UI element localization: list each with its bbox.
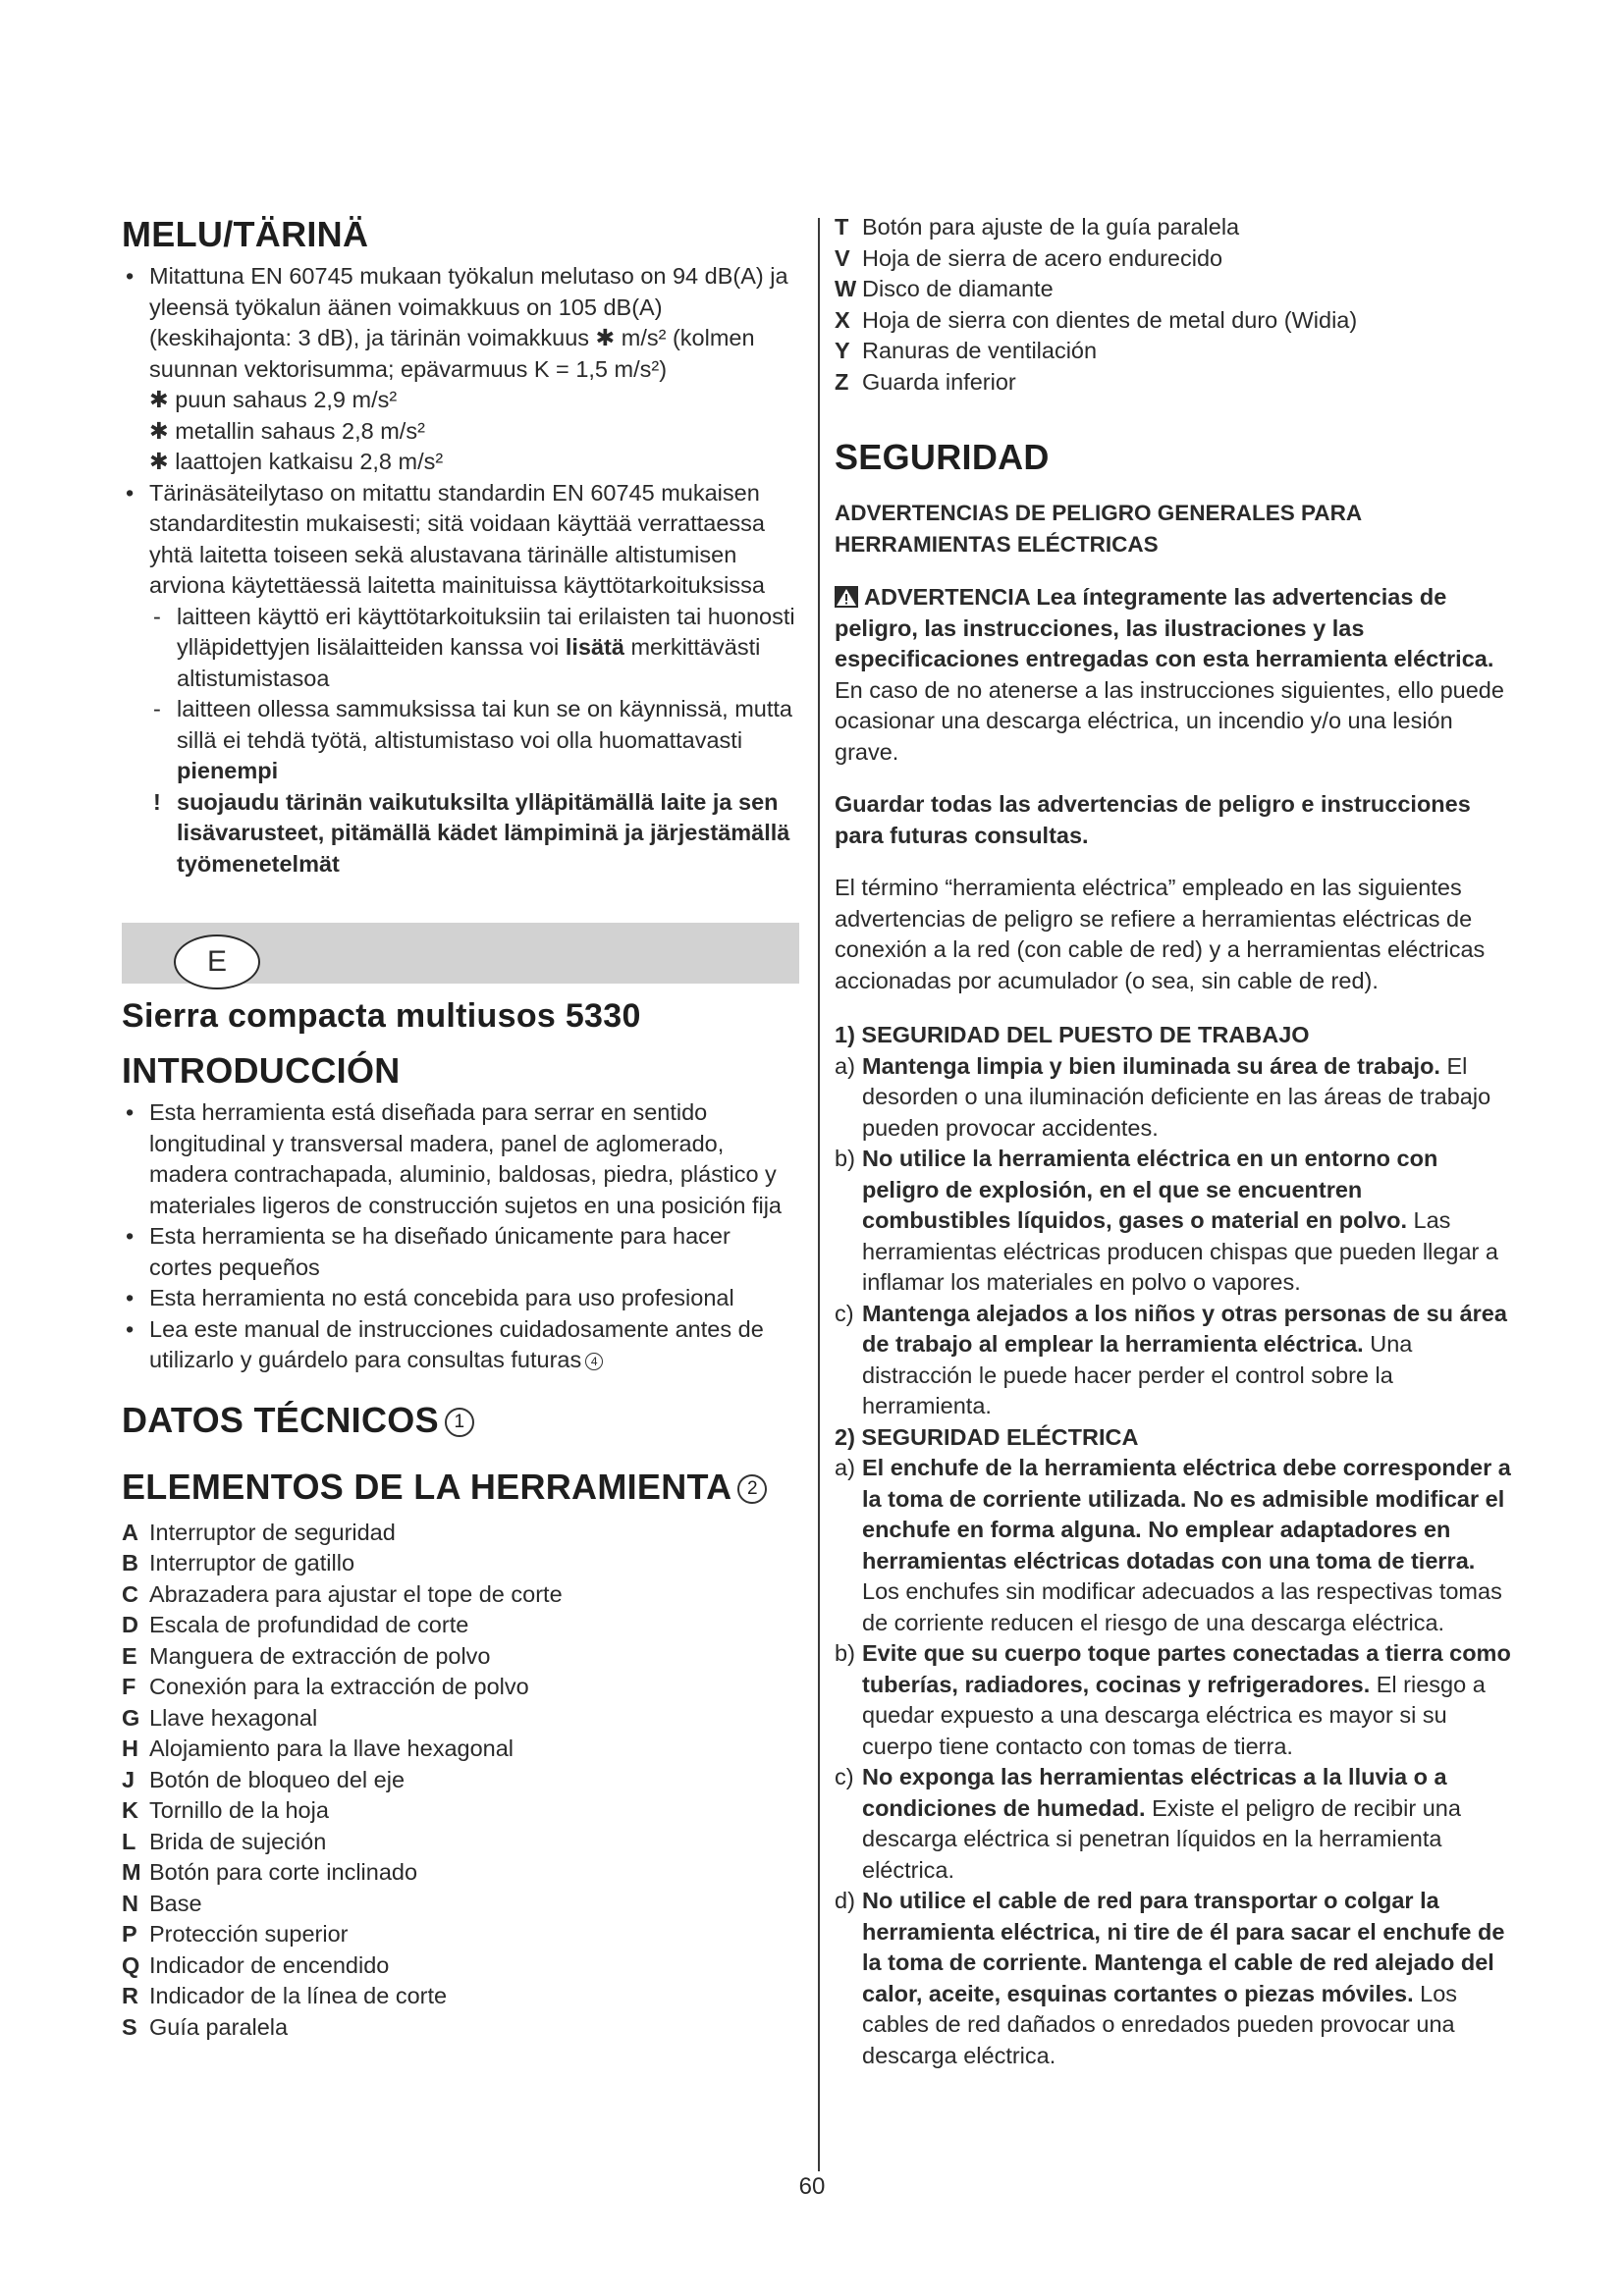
legend-key: T bbox=[835, 214, 849, 240]
legend-item bbox=[122, 1703, 799, 1735]
s1-c-text: Una distracción le puede hacer perder el control sobre la herramienta. bbox=[862, 1331, 1413, 1418]
legend-item bbox=[835, 274, 1512, 305]
legend-item bbox=[835, 367, 1512, 399]
legend-item bbox=[122, 1857, 799, 1889]
legend-key: S bbox=[122, 2013, 137, 2040]
legend-key: Q bbox=[122, 1951, 140, 1978]
legend-key: C bbox=[122, 1580, 138, 1607]
melu-sublist bbox=[149, 602, 799, 787]
s1-list bbox=[835, 1051, 1512, 1422]
item-letter: b) bbox=[835, 1640, 855, 1666]
intro-title: INTRODUCCIÓN bbox=[122, 1050, 401, 1091]
melu-list bbox=[122, 261, 799, 880]
list-item bbox=[149, 694, 799, 787]
guardar-paragraph: Guardar todas las advertencias de peligro e instrucciones para futuras consultas. bbox=[835, 791, 1471, 848]
melu-d1c: merkittävästi altistumistasoa bbox=[177, 634, 761, 691]
legend-key: V bbox=[835, 244, 850, 271]
legend-text: Interruptor de gatillo bbox=[149, 1550, 355, 1575]
legend-key: R bbox=[122, 1983, 138, 2008]
melu-b1: Mitattuna EN 60745 mukaan työkalun melutaso on 94 dB(A) ja yleensä työkalun äänen voimakkuus on 105 dB(A) (keskihajonta: 3 dB), ja tärinän voimakkuus ✱ m/s² (kolmen suunnan vektorisumma; epävarmuus K = 1,5 m/s²) bbox=[149, 263, 788, 382]
legend-item bbox=[122, 1579, 799, 1611]
legend-text: Guía paralela bbox=[149, 2013, 289, 2040]
left-column bbox=[122, 212, 799, 2043]
legend-item bbox=[122, 2012, 799, 2044]
datos-title bbox=[122, 1398, 799, 1443]
melu-l3: ✱ laattojen katkaisu 2,8 m/s² bbox=[149, 449, 444, 474]
item-letter: c) bbox=[835, 1300, 854, 1326]
melu-title: MELU/TÄRINÄ bbox=[122, 214, 369, 254]
s2-list bbox=[835, 1453, 1512, 2071]
list-item bbox=[835, 1144, 1512, 1299]
legend-key: N bbox=[122, 1890, 138, 1916]
figure-ref-2: 2 bbox=[737, 1474, 767, 1504]
elements-legend bbox=[122, 1518, 799, 2044]
legend-item bbox=[122, 1795, 799, 1827]
legend-key: D bbox=[122, 1612, 138, 1637]
figure-ref-1: 1 bbox=[445, 1408, 474, 1437]
legend-key: P bbox=[122, 1921, 137, 1947]
list-item: • Esta herramienta se ha diseñado únicamente para hacer cortes pequeños bbox=[122, 1221, 799, 1283]
s1-a-text: El desorden o una iluminación deficiente en las áreas de trabajo pueden provocar accidentes. bbox=[862, 1052, 1491, 1141]
legend-item bbox=[122, 1672, 799, 1703]
melu-d1a: laitteen käyttö eri käyttötarkoituksiin tai erilaisten tai huonosti ylläpidettyjen lisälaitteiden kanssa voi bbox=[177, 603, 795, 660]
legend-text: Disco de diamante bbox=[862, 276, 1054, 301]
s2-c-bold: No exponga las herramientas eléctricas a la lluvia o a condiciones de humedad. bbox=[862, 1764, 1447, 1821]
legend-key: W bbox=[835, 276, 857, 301]
legend-text: Ranuras de ventilación bbox=[862, 338, 1098, 363]
melu-d2b: pienempi bbox=[177, 758, 279, 783]
datos-title-text: DATOS TÉCNICOS bbox=[122, 1399, 439, 1440]
melu-warning bbox=[149, 787, 799, 881]
legend-item bbox=[122, 1518, 799, 1549]
legend-key: F bbox=[122, 1674, 136, 1699]
legend-text: Escala de profundidad de corte bbox=[149, 1612, 469, 1637]
legend-text: Tornillo de la hoja bbox=[149, 1797, 329, 1823]
figure-ref-4: 4 bbox=[585, 1353, 603, 1370]
legend-item bbox=[835, 243, 1512, 275]
legend-key: X bbox=[835, 306, 850, 333]
legend-text: Brida de sujeción bbox=[149, 1828, 327, 1854]
item-letter: c) bbox=[835, 1764, 854, 1789]
legend-item bbox=[835, 212, 1512, 243]
legend-key: E bbox=[122, 1642, 137, 1669]
seguridad-title: SEGURIDAD bbox=[835, 437, 1050, 477]
legend-key: A bbox=[122, 1519, 138, 1545]
list-item bbox=[122, 478, 799, 881]
language-band bbox=[122, 923, 799, 984]
list-item: • Esta herramienta está diseñada para serrar en sentido longitudinal y transversal madera, panel de aglomerado, madera contrachapada, aluminio, baldosas, piedra, plástico y materiales ligeros de construcción sujetos en una posición fija bbox=[122, 1097, 799, 1221]
item-letter: a) bbox=[835, 1052, 855, 1079]
right-column bbox=[835, 212, 1512, 2071]
legend-text: Manguera de extracción de polvo bbox=[149, 1642, 491, 1669]
legend-key: K bbox=[122, 1797, 138, 1823]
s1-c-bold: Mantenga alejados a los niños y otras personas de su área de trabajo al emplear la herramienta eléctrica. bbox=[862, 1300, 1507, 1357]
legend-text: Conexión para la extracción de polvo bbox=[149, 1674, 529, 1699]
s1-title: 1) SEGURIDAD DEL PUESTO DE TRABAJO bbox=[835, 1022, 1310, 1047]
item-letter: a) bbox=[835, 1455, 855, 1480]
s2-title: 2) SEGURIDAD ELÉCTRICA bbox=[835, 1423, 1139, 1450]
s2-d-bold: No utilice el cable de red para transportar o colgar la herramienta eléctrica, ni tire de él para sacar el enchufe de la toma de corriente. Mantenga el cable de red alejado del calor, aceite, esquinas cortantes o piezas móviles. bbox=[862, 1888, 1505, 2006]
item-letter: b) bbox=[835, 1146, 855, 1171]
melu-d2a: laitteen ollessa sammuksissa tai kun se on käynnissä, mutta sillä ei tehdä työtä, altistumistaso voi olla huomattavasti bbox=[177, 696, 792, 753]
advertencia-normal: En caso de no atenerse a las instrucciones siguientes, ello puede ocasionar una descarga eléctrica, un incendio y/o una lesión grave. bbox=[835, 676, 1504, 765]
intro-item-4: Lea este manual de instrucciones cuidadosamente antes de utilizarlo y guárdelo para consultas futuras bbox=[149, 1315, 764, 1372]
s1-a-bold: Mantenga limpia y bien iluminada su área de trabajo. bbox=[862, 1052, 1440, 1079]
legend-item bbox=[122, 1641, 799, 1673]
legend-item bbox=[835, 305, 1512, 337]
product-title: Sierra compacta multiusos 5330 bbox=[122, 997, 641, 1035]
legend-item bbox=[122, 1981, 799, 2012]
legend-text: Hoja de sierra con dientes de metal duro (Widia) bbox=[862, 306, 1358, 333]
list-item bbox=[835, 1886, 1512, 2071]
advertencia-bold: ADVERTENCIA Lea íntegramente las advertencias de peligro, las instrucciones, las ilustraciones y las especificaciones entregadas con esta herramienta eléctrica. bbox=[835, 584, 1494, 671]
elements-legend-cont bbox=[835, 212, 1512, 398]
legend-item bbox=[122, 1827, 799, 1858]
item-letter: d) bbox=[835, 1888, 855, 1913]
legend-text: Alojamiento para la llave hexagonal bbox=[149, 1735, 514, 1761]
legend-item bbox=[122, 1734, 799, 1765]
list-item bbox=[122, 261, 799, 478]
s2-b-text: El riesgo a quedar expuesto a una descarga eléctrica es mayor si su cuerpo tiene contacto con tomas de tierra. bbox=[862, 1671, 1486, 1759]
advertencia-paragraph bbox=[835, 582, 1512, 768]
list-item bbox=[122, 1314, 799, 1376]
s2-d-text: Los cables de red dañados o enredados pueden provocar una descarga eléctrica. bbox=[862, 1980, 1458, 2068]
column-divider bbox=[818, 218, 820, 2171]
legend-text: Interruptor de seguridad bbox=[149, 1519, 396, 1545]
legend-key: Z bbox=[835, 368, 849, 395]
legend-key: G bbox=[122, 1704, 140, 1731]
legend-text: Protección superior bbox=[149, 1921, 349, 1947]
list-item bbox=[835, 1638, 1512, 1762]
legend-item bbox=[122, 1950, 799, 1982]
legend-item bbox=[122, 1765, 799, 1796]
legend-item bbox=[122, 1548, 799, 1579]
s1-b-bold: No utilice la herramienta eléctrica en un entorno con peligro de explosión, en el que se encuentren combustibles líquidos, gases o material en polvo. bbox=[862, 1146, 1438, 1233]
seguridad-subtitle: ADVERTENCIAS DE PELIGRO GENERALES PARA HERRAMIENTAS ELÉCTRICAS bbox=[835, 501, 1362, 557]
legend-key: L bbox=[122, 1828, 136, 1854]
legend-key: B bbox=[122, 1550, 138, 1575]
legend-text: Abrazadera para ajustar el tope de corte bbox=[149, 1580, 563, 1607]
melu-d1b: lisätä bbox=[565, 634, 624, 660]
list-item bbox=[835, 1762, 1512, 1886]
s2-c-text: Existe el peligro de recibir una descarga eléctrica si penetran líquidos en la herramienta eléctrica. bbox=[862, 1794, 1461, 1883]
intro-list bbox=[122, 1097, 799, 1376]
legend-text: Botón para ajuste de la guía paralela bbox=[862, 214, 1240, 240]
s2-b-bold: Evite que su cuerpo toque partes conectadas a tierra como tuberías, radiadores, cocinas y refrigeradores. bbox=[862, 1640, 1511, 1697]
melu-l2: ✱ metallin sahaus 2,8 m/s² bbox=[149, 417, 425, 444]
s2-a-text: Los enchufes sin modificar adecuados a las respectivas tomas de corriente reducen el riesgo de una descarga eléctrica. bbox=[862, 1578, 1502, 1635]
legend-text: Botón de bloqueo del eje bbox=[149, 1766, 406, 1792]
warning-icon bbox=[835, 586, 858, 608]
list-item bbox=[835, 1453, 1512, 1638]
legend-key: J bbox=[122, 1766, 135, 1792]
legend-text: Botón para corte inclinado bbox=[149, 1859, 418, 1885]
legend-text: Guarda inferior bbox=[862, 368, 1016, 395]
s2-a-bold: El enchufe de la herramienta eléctrica debe corresponder a la toma de corriente utilizada. No es admisible modificar el enchufe en forma alguna. No emplear adaptadores en herramientas eléctricas dotadas con una toma de tierra. bbox=[862, 1455, 1511, 1574]
melu-l1: ✱ puun sahaus 2,9 m/s² bbox=[149, 387, 398, 412]
elementos-title-text: ELEMENTOS DE LA HERRAMIENTA bbox=[122, 1466, 732, 1507]
legend-text: Base bbox=[149, 1890, 202, 1916]
legend-key: H bbox=[122, 1735, 138, 1761]
melu-warning-text: suojaudu tärinän vaikutuksilta ylläpitämällä laite ja sen lisävarusteet, pitämällä kädet lämpiminä ja järjestämällä työmenetelmät bbox=[177, 788, 790, 877]
legend-key: Y bbox=[835, 338, 850, 363]
legend-text: Hoja de sierra de acero endurecido bbox=[862, 244, 1223, 271]
s1-b-text: Las herramientas eléctricas producen chispas que pueden llegar a inflamar los materiales en polvo o vapores. bbox=[862, 1207, 1498, 1295]
legend-text: Indicador de encendido bbox=[149, 1951, 390, 1978]
language-badge: E bbox=[174, 934, 260, 989]
list-item: • Esta herramienta no está concebida para uso profesional bbox=[122, 1283, 799, 1314]
page-number: 60 bbox=[798, 2173, 826, 2200]
elementos-title bbox=[122, 1465, 799, 1510]
list-item bbox=[835, 1051, 1512, 1145]
legend-item bbox=[122, 1610, 799, 1641]
legend-text: Llave hexagonal bbox=[149, 1704, 318, 1731]
legend-key: M bbox=[122, 1859, 141, 1885]
melu-b2: Tärinäsäteilytaso on mitattu standardin EN 60745 mukaisen standarditestin mukaisesti; sitä voidaan käyttää verrattaessa yhtä laitetta toiseen sekä alustavana tärinälle altistumisen arviona käytettäessä laitetta mainituissa käyttötarkoituksissa bbox=[149, 479, 765, 598]
list-item bbox=[835, 1299, 1512, 1422]
list-item bbox=[149, 602, 799, 695]
legend-text: Indicador de la línea de corte bbox=[149, 1983, 448, 2008]
legend-item bbox=[122, 1919, 799, 1950]
legend-item bbox=[835, 336, 1512, 367]
termino-paragraph: El término “herramienta eléctrica” empleado en las siguientes advertencias de peligro se refiere a herramientas eléctricas de conexión a la red (con cable de red) y a herramientas eléctricas accionadas por acumulador (o sea, sin cable de red). bbox=[835, 875, 1486, 993]
legend-item bbox=[122, 1889, 799, 1920]
